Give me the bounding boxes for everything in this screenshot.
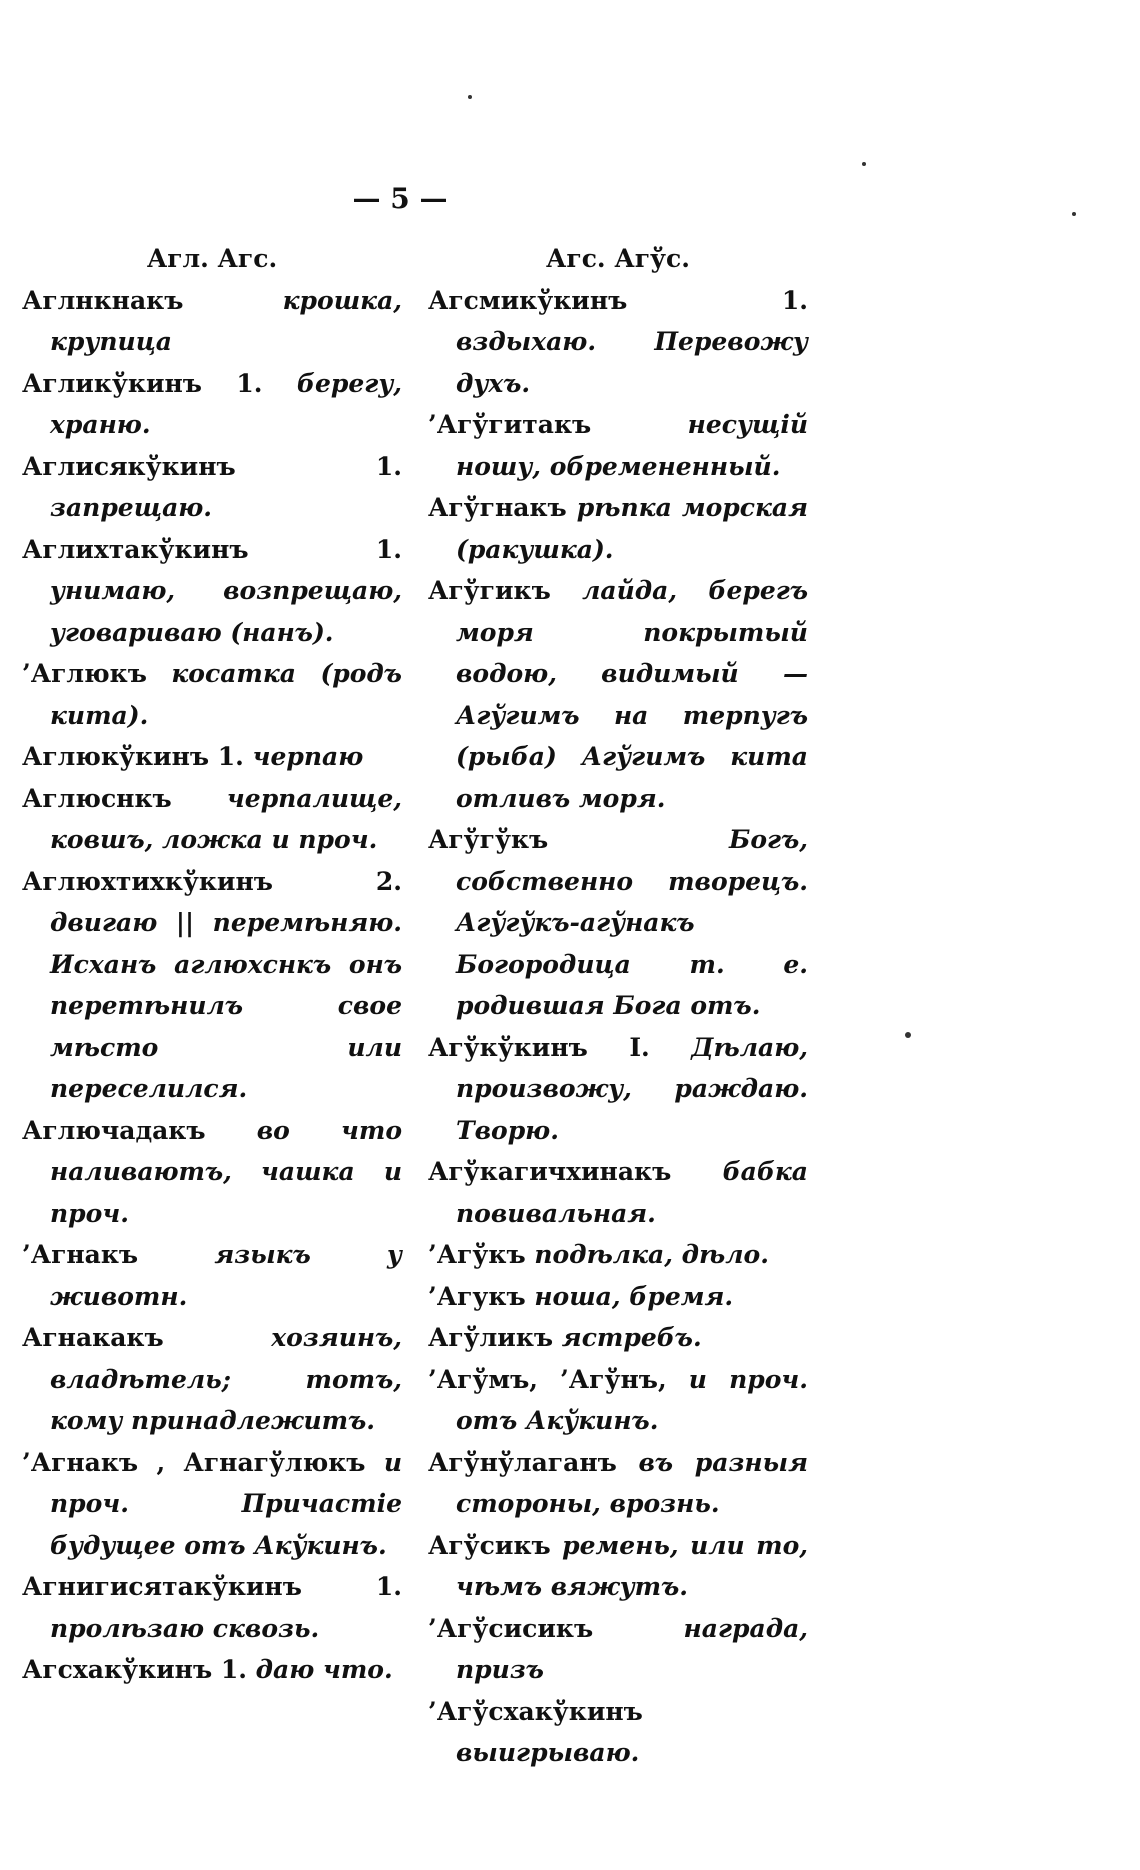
entry-definition: пролѣзаю сквозь.	[50, 1613, 320, 1643]
entry-definition: рѣпка морская (ракушка).	[456, 493, 808, 564]
entry-definition: унимаю, возпрещаю, уговариваю (нанъ).	[50, 576, 402, 647]
dictionary-entry	[428, 1525, 808, 1608]
dictionary-entry	[22, 1234, 402, 1317]
print-speck	[468, 95, 472, 99]
entry-headword: Агўнўлаганъ	[428, 1447, 617, 1477]
entry-definition: подѣлка, дѣло.	[525, 1240, 769, 1269]
entry-headword: Аглнкнакъ	[22, 285, 184, 315]
entry-definition: ноша, бремя.	[525, 1281, 734, 1311]
entry-definition: Богъ, собственно творецъ. Агўгўкъ-агўнакъ Богородица т. е. родившая Бога отъ.	[456, 825, 808, 1020]
page-number: — 5 —	[352, 182, 448, 215]
entry-headword: Аглюкўкинъ 1.	[22, 742, 244, 771]
entry-headword: ’Аглюкъ	[22, 659, 147, 688]
left-column	[22, 238, 402, 1691]
dictionary-entry	[428, 570, 808, 819]
entry-headword: Агўгикъ	[428, 576, 551, 605]
left-entry-list	[22, 280, 402, 1691]
entry-headword: Агўкўкинъ I.	[428, 1032, 650, 1062]
dictionary-entry	[428, 1442, 808, 1525]
dictionary-entry	[22, 861, 402, 1110]
right-entry-list	[428, 280, 808, 1774]
dictionary-entry	[428, 1276, 808, 1318]
entry-definition: выигрываю.	[456, 1738, 640, 1767]
entry-headword: Агўсикъ	[428, 1530, 551, 1560]
dictionary-entry	[22, 1317, 402, 1442]
entry-headword: Агўгнакъ	[428, 493, 567, 522]
entry-headword: Агнакакъ	[22, 1323, 164, 1352]
entry-definition: хозяинъ, владѣтель; тотъ, кому принадлежитъ.	[50, 1323, 402, 1435]
dictionary-entry	[428, 404, 808, 487]
entry-headword: Агликўкинъ 1.	[22, 368, 263, 398]
dictionary-entry	[22, 446, 402, 529]
entry-definition: несущій ношу, обремененный.	[456, 410, 808, 481]
dictionary-entry	[428, 487, 808, 570]
entry-headword: Аглисякўкинъ 1.	[22, 451, 402, 481]
dictionary-entry	[22, 363, 402, 446]
entry-headword: ’Агукъ	[428, 1281, 526, 1311]
entry-definition: бабка повивальная.	[456, 1157, 808, 1228]
entry-definition: въ разныя стороны, врознь.	[456, 1447, 808, 1518]
dictionary-entry	[22, 653, 402, 736]
dictionary-entry	[22, 1442, 402, 1567]
entry-definition: языкъ у животн.	[50, 1240, 402, 1311]
right-column	[428, 238, 808, 1774]
entry-headword: Агсхакўкинъ 1.	[22, 1655, 247, 1684]
dictionary-entry	[22, 1110, 402, 1235]
entry-definition: и проч. Причастіе будущее отъ Акўкинъ.	[50, 1447, 402, 1560]
dictionary-entry	[428, 1359, 808, 1442]
entry-definition: косатка (родъ кита).	[50, 659, 402, 730]
entry-definition: крошка, крупица	[50, 285, 402, 356]
entry-headword: ’Агнакъ	[22, 1240, 139, 1269]
entry-headword: Аглюснкъ	[22, 783, 172, 813]
entry-headword: Аглихтакўкинъ 1.	[22, 534, 402, 564]
entry-definition: Дѣлаю, произвожу, раждаю. Творю.	[456, 1032, 808, 1145]
entry-definition: вздыхаю. Перевожу духъ.	[456, 327, 808, 398]
entry-definition: во что наливаютъ, чашка и проч.	[50, 1115, 402, 1228]
entry-definition: двигаю || перемѣняю. Исханъ аглюхснкъ онъ перетѣнилъ свое мѣсто или переселился.	[50, 908, 402, 1103]
left-column-header: Агл. Агс.	[146, 244, 278, 273]
entry-headword: Агнигисятакўкинъ 1.	[22, 1572, 402, 1601]
print-speck	[1072, 212, 1076, 216]
entry-definition: и проч. отъ Акўкинъ.	[456, 1364, 808, 1435]
entry-definition: награда, призъ	[456, 1613, 808, 1684]
dictionary-entry	[428, 1234, 808, 1276]
print-speck	[862, 162, 866, 166]
dictionary-entry	[428, 1317, 808, 1359]
entry-headword: Агўгўкъ	[428, 825, 549, 854]
print-speck	[905, 1032, 911, 1038]
right-column-header: Агс. Агўс.	[546, 244, 690, 273]
dictionary-entry	[428, 819, 808, 1027]
entry-headword: ’Агўмъ, ’Агўнъ,	[428, 1364, 667, 1394]
entry-definition: запрещаю.	[50, 493, 213, 522]
entry-headword: Агўликъ	[428, 1323, 554, 1352]
dictionary-entry	[22, 280, 402, 363]
dictionary-entry	[22, 1649, 402, 1691]
entry-headword: Аглюхтихкўкинъ 2.	[22, 866, 402, 896]
dictionary-entry	[22, 529, 402, 654]
dictionary-entry	[22, 1566, 402, 1649]
entry-definition: черпалище, ковшъ, ложка и проч.	[50, 783, 402, 854]
entry-definition: берегу, храню.	[50, 368, 402, 439]
entry-headword: ’Агўсхакўкинъ	[428, 1696, 643, 1726]
entry-headword: ’Агўгитакъ	[428, 410, 592, 439]
entry-definition: лайда, берегъ моря покрытый водою, видимый — Агўгимъ на терпугъ (рыба) Агўгимъ кита отливъ моря.	[456, 576, 808, 813]
entry-definition: ястребъ.	[553, 1323, 702, 1352]
entry-definition: даю что.	[246, 1655, 393, 1684]
entry-definition: ремень, или то, чѣмъ вяжутъ.	[456, 1530, 808, 1601]
entry-headword: Агсмикўкинъ 1.	[428, 285, 808, 315]
entry-headword: Аглючадакъ	[22, 1115, 206, 1145]
dictionary-entry	[428, 1151, 808, 1234]
dictionary-entry	[428, 1691, 808, 1774]
entry-definition: черпаю	[243, 742, 364, 771]
entry-headword: ’Агўкъ	[428, 1240, 526, 1269]
dictionary-entry	[22, 736, 402, 778]
dictionary-entry	[22, 778, 402, 861]
dictionary-entry	[428, 280, 808, 405]
dictionary-entry	[428, 1027, 808, 1152]
entry-headword: ’Агўсисикъ	[428, 1613, 594, 1643]
entry-headword: Агўкагичхинакъ	[428, 1157, 672, 1186]
entry-headword: ’Агнакъ , Агнагўлюкъ	[22, 1447, 366, 1477]
dictionary-entry	[428, 1608, 808, 1691]
